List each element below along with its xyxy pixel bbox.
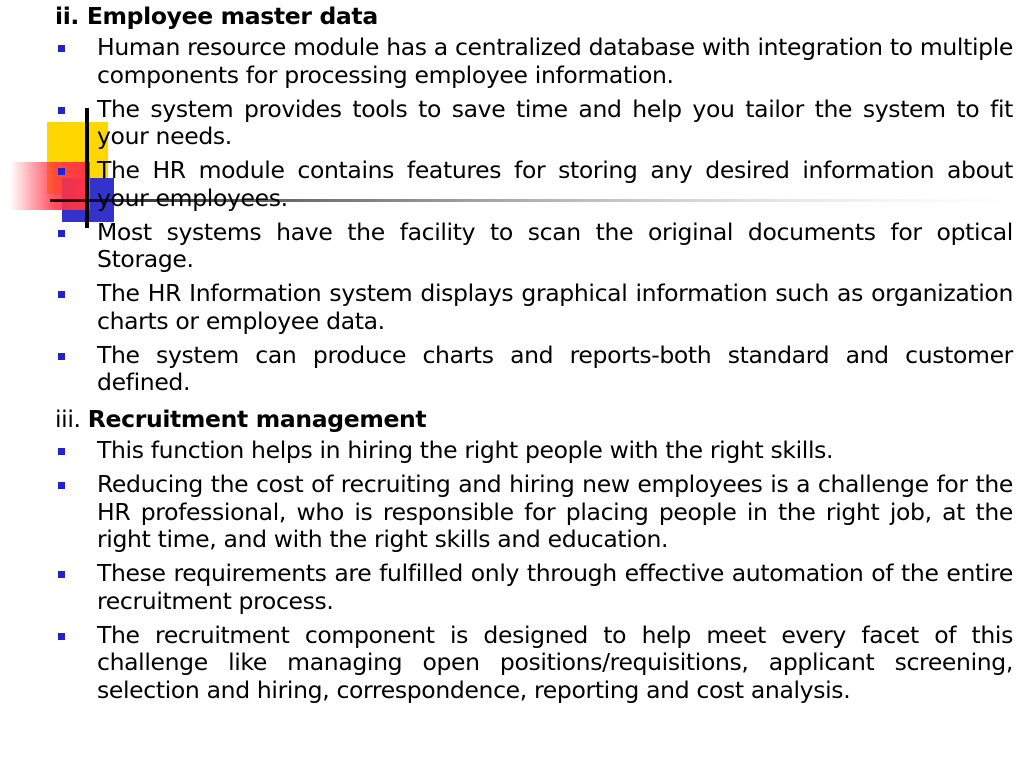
list-item [55, 342, 1013, 397]
list-item [55, 96, 1013, 151]
square-bullet-icon [58, 168, 65, 175]
list-item-text: Reducing the cost of recruiting and hiring new employees is a challenge for the HR professional, who is responsible for placing people in the right job, at the right time, and with the right skills and education. [97, 470, 1013, 553]
section-title: Recruitment management [87, 405, 427, 434]
section-number: ii. [55, 2, 79, 31]
list-item-text: Human resource module has a centralized database with integration to multiple components for processing employee information. [97, 33, 1013, 89]
list-item [55, 471, 1013, 554]
bullet-list-employee-master-data [55, 34, 1013, 397]
slide-content [55, 0, 1013, 711]
square-bullet-icon [58, 571, 65, 578]
square-bullet-icon [58, 230, 65, 237]
list-item [55, 560, 1013, 615]
bullet-list-recruitment-management [55, 437, 1013, 704]
list-item-text: The HR Information system displays graphical information such as organization charts or employee data. [97, 279, 1013, 335]
list-item-text: The system provides tools to save time and help you tailor the system to fit your needs. [97, 94, 1013, 150]
square-bullet-icon [58, 45, 65, 52]
square-bullet-icon [58, 633, 65, 640]
section-heading-employee-master-data [55, 0, 1013, 34]
list-item-text: The HR module contains features for storing any desired information about your employees. [97, 156, 1013, 212]
section-number: iii. [55, 405, 81, 434]
section-heading-recruitment-management [55, 403, 1013, 437]
list-item [55, 157, 1013, 212]
list-item [55, 622, 1013, 705]
square-bullet-icon [58, 482, 65, 489]
square-bullet-icon [58, 353, 65, 360]
list-item [55, 219, 1013, 274]
list-item [55, 34, 1013, 89]
square-bullet-icon [58, 291, 65, 298]
square-bullet-icon [58, 448, 65, 455]
list-item-text: Most systems have the facility to scan the original documents for optical Storage. [97, 217, 1013, 273]
list-item-text: These requirements are fulfilled only through effective automation of the entire recruitment process. [97, 559, 1013, 615]
square-bullet-icon [58, 107, 65, 114]
list-item [55, 280, 1013, 335]
section-title: Employee master data [86, 2, 378, 31]
list-item-text: The system can produce charts and reports-both standard and customer defined. [97, 340, 1013, 396]
list-item-text: The recruitment component is designed to help meet every facet of this challenge like managing open positions/requisitions, applicant screening, selection and hiring, correspondence, reporting and cost analysis. [97, 620, 1013, 704]
list-item-text: This function helps in hiring the right people with the right skills. [97, 436, 834, 464]
list-item [55, 437, 1013, 465]
